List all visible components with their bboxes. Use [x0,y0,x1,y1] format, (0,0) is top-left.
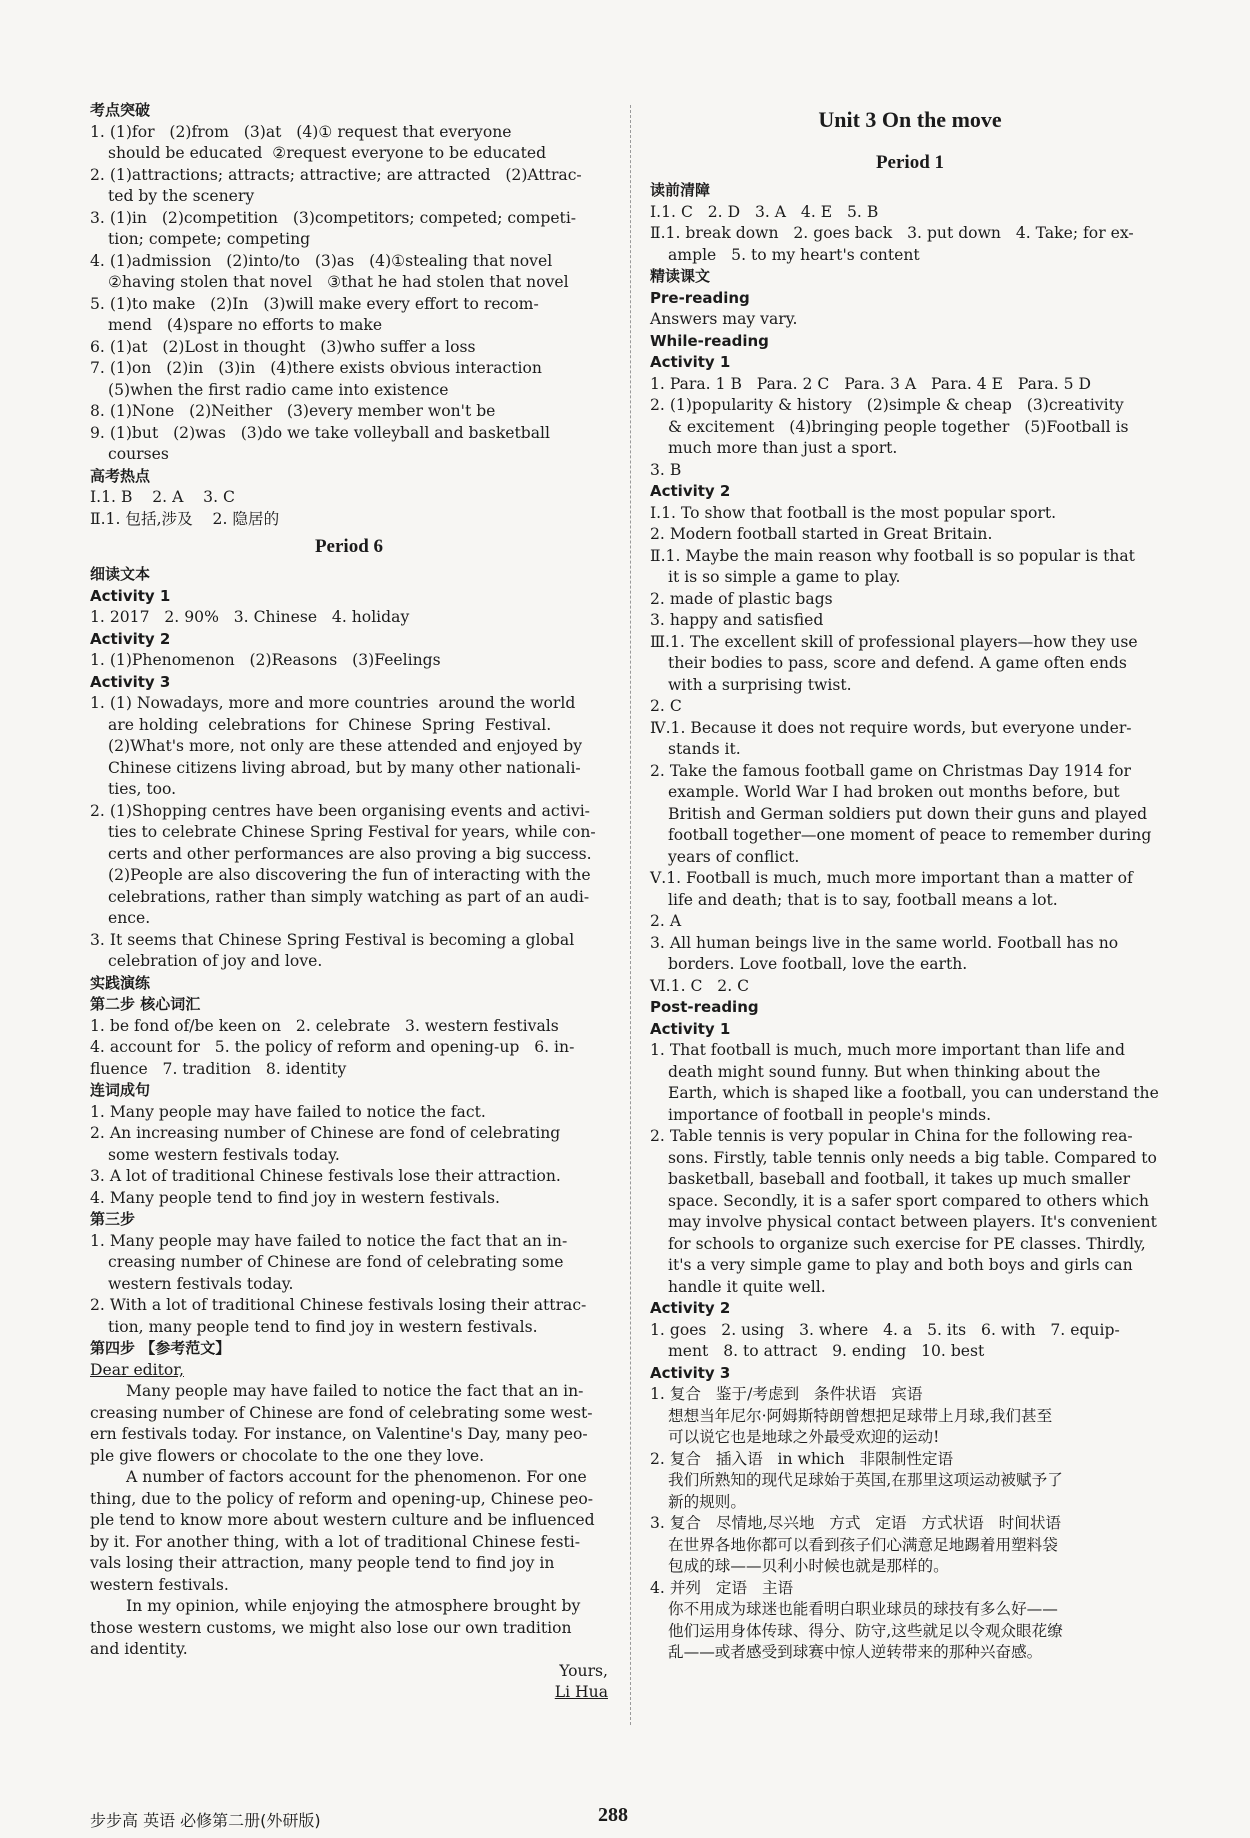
section-heading: 第四步 【参考范文】 [90,1339,231,1357]
period-title: Period 6 [314,536,384,557]
section-heading: Activity 1 [90,586,171,605]
answer-line: football together—one moment of peace to remember during [668,826,1152,844]
answer-line: ted by the scenery [108,187,255,205]
answer-line: certs and other performances are also proving a big success. [108,844,592,863]
section-heading: Post-reading [650,998,759,1016]
unit-title: Unit 3 On the move [818,107,1002,132]
footer-book-title: 步步高 英语 必修第二册(外研版) [90,1811,321,1830]
answer-line: western festivals today. [108,1274,294,1293]
answer-line: 2. made of plastic bags [650,589,833,608]
answer-line: some western festivals today. [108,1145,340,1164]
answer-line: it's a very simple game to play and both boys and girls can [668,1256,1133,1274]
answer-line: 在世界各地你都可以看到孩子们心满意足地踢着用塑料袋 [668,1535,1058,1554]
answer-line: 9. (1)but (2)was (3)do we take volleyball and basketball [90,423,551,442]
section-heading: Activity 1 [650,1019,731,1038]
answer-line: 2. 复合 插入语 in which 非限制性定语 [650,1449,954,1468]
answer-line: should be educated ②request everyone to be educated [108,144,547,162]
section-heading: Activity 1 [650,353,731,371]
answer-line: Answers may vary. [650,310,798,328]
answer-line: Earth, which is shaped like a football, you can understand the [668,1084,1159,1102]
answer-line: 6. (1)at (2)Lost in thought (3)who suffer a loss [90,337,476,356]
answer-line: ence. [108,909,151,927]
answer-line: example. World War Ⅰ had broken out months before, but [668,783,1120,801]
answer-line: Ⅱ.1. 包括,涉及 2. 隐居的 [90,509,280,528]
answer-line: 2. Take the famous football game on Christmas Day 1914 for [650,761,1131,780]
section-heading: 读前清障 [650,181,711,199]
answer-line: 你不用成为球迷也能看明白职业球员的球技有多么好—— [668,1600,1058,1618]
page-number: 288 [598,1804,628,1826]
section-heading: 精读课文 [650,267,711,285]
answer-line: ple give flowers or chocolate to the one they love. [90,1446,485,1465]
answer-line: 2. An increasing number of Chinese are fond of celebrating [90,1124,561,1142]
answer-line: A number of factors account for the phenomenon. For one [126,1468,587,1486]
answer-line: 7. (1)on (2)in (3)in (4)there exists obvious interaction [90,359,542,377]
answer-line: 5. (1)to make (2)In (3)will make every effort to recom- [90,294,539,313]
answer-line: importance of football in people's minds. [668,1105,992,1124]
answer-line: Many people may have failed to notice the fact that an in- [126,1382,584,1400]
answer-line: celebrations, rather than simply watching as part of an audi- [108,887,590,906]
answer-line: ample 5. to my heart's content [668,245,920,264]
section-heading: Activity 2 [90,629,171,648]
answer-line: ern festivals today. For instance, on Valentine's Day, many peo- [90,1425,588,1443]
answer-line: ties, too. [108,780,177,798]
answer-line: 1. Para. 1 B Para. 2 C Para. 3 A Para. 4 E Para. 5 D [650,374,1092,393]
column-divider [630,105,631,1725]
answer-line: 1. be fond of/be keen on 2. celebrate 3. western festivals [90,1016,559,1035]
answer-line: (5)when the first radio came into existence [108,380,449,399]
answer-line: Ⅰ.1. B 2. A 3. C [90,488,235,506]
answer-line: (2)What's more, not only are these attended and enjoyed by [108,737,583,755]
answer-line: (2)People are also discovering the fun of interacting with the [108,866,591,884]
answer-line: it is so simple a game to play. [668,568,901,586]
answer-line: 1. 复合 鉴于/考虑到 条件状语 宾语 [650,1385,923,1403]
answer-line: 1. Many people may have failed to notice the fact. [90,1102,486,1121]
answer-line: are holding celebrations for Chinese Spring Festival. [108,715,552,734]
answer-line: 4. account for 5. the policy of reform and opening-up 6. in- [90,1038,575,1056]
right-column [650,100,1170,1664]
answer-line: 2. (1)popularity & history (2)simple & cheap (3)creativity [650,396,1124,414]
answer-line: thing, due to the policy of reform and opening-up, Chinese peo- [90,1489,593,1508]
answer-line: 包成的球——贝利小时候也就是那样的。 [668,1557,949,1575]
answer-line: 2. A [650,912,682,930]
answer-line: 4. Many people tend to find joy in western festivals. [90,1188,500,1207]
answer-line: western festivals. [90,1575,229,1594]
section-heading: 实践演练 [90,973,151,992]
answer-line: Yours, [559,1661,608,1680]
answer-line: 3. It seems that Chinese Spring Festival is becoming a global [90,930,575,949]
answer-line: In my opinion, while enjoying the atmosphere brought by [126,1597,581,1615]
answer-line: Ⅳ.1. Because it does not require words, but everyone under- [650,718,1132,737]
answer-line: fluence 7. tradition 8. identity [90,1059,347,1078]
answer-line: 8. (1)None (2)Neither (3)every member won't be [90,402,496,420]
answer-line: 1. Many people may have failed to notice the fact that an in- [90,1231,568,1250]
answer-line: & excitement (4)bringing people together (5)Football is [668,417,1129,436]
answer-line: ple tend to know more about western culture and be influenced [90,1511,595,1529]
answer-line: 1. (1)Phenomenon (2)Reasons (3)Feelings [90,651,441,669]
section-heading: Activity 3 [650,1363,731,1382]
answer-line: 2. Modern football started in Great Britain. [650,525,993,543]
answer-line: 他们运用身体传球、得分、防守,这些就足以令观众眼花缭 [668,1621,1063,1640]
answer-line: ment 8. to attract 9. ending 10. best [668,1342,985,1360]
period-title: Period 1 [875,152,945,173]
left-column [90,100,608,1704]
answer-line: 1. (1) Nowadays, more and more countries around the world [90,694,576,712]
answer-line: Ⅲ.1. The excellent skill of professional players—how they use [650,632,1138,651]
answer-line: 4. (1)admission (2)into/to (3)as (4)①stealing that novel [90,251,553,270]
answer-line: stands it. [668,740,741,758]
answer-line: 新的规则。 [668,1492,746,1511]
answer-line: ties to celebrate Chinese Spring Festival for years, while con- [108,823,596,841]
answer-line: by it. For another thing, with a lot of traditional Chinese festi- [90,1532,581,1551]
answer-line: 我们所熟知的现代足球始于英国,在那里这项运动被赋予了 [668,1471,1063,1489]
section-heading: While-reading [650,331,769,350]
answer-line: their bodies to pass, score and defend. A game often ends [668,654,1127,672]
answer-line: for schools to organize such exercise for PE classes. Thirdly, [668,1234,1146,1253]
answer-line: borders. Love football, love the earth. [668,955,968,973]
answer-line: may involve physical contact between players. It's convenient [668,1213,1157,1231]
answer-line: Chinese citizens living abroad, but by many other nationali- [108,758,581,777]
answer-line: 1. goes 2. using 3. where 4. a 5. its 6. with 7. equip- [650,1320,1120,1339]
answer-line: vals losing their attraction, many people tend to find joy in [90,1554,555,1572]
answer-line: ②having stolen that novel ③that he had stolen that novel [108,273,569,291]
answer-line: years of conflict. [668,847,800,866]
section-heading: Pre-reading [650,288,750,307]
answer-line: 4. 并列 定语 主语 [650,1578,794,1597]
answer-line: 可以说它也是地球之外最受欢迎的运动! [668,1428,940,1446]
answer-line: much more than just a sport. [668,439,898,457]
answer-line: 2. (1)Shopping centres have been organising events and activi- [90,801,590,820]
answer-line: 3. B [650,460,682,479]
answer-line: Ⅴ.1. Football is much, much more important than a matter of [650,869,1133,887]
answer-line: celebration of joy and love. [108,952,323,970]
answer-line: 3. A lot of traditional Chinese festivals lose their attraction. [90,1167,561,1185]
answer-line: 3. All human beings live in the same world. Football has no [650,933,1119,952]
answer-line: 2. With a lot of traditional Chinese festivals losing their attrac- [90,1296,587,1314]
answer-line: space. Secondly, it is a safer sport compared to others which [668,1191,1149,1210]
answer-line: tion; compete; competing [108,230,311,248]
answer-line: creasing number of Chinese are fond of celebrating some [108,1253,564,1271]
answer-line: Ⅱ.1. Maybe the main reason why football is so popular is that [650,546,1135,565]
answer-line: 3. 复合 尽情地,尽兴地 方式 定语 方式状语 时间状语 [650,1514,1062,1532]
answer-line: creasing number of Chinese are fond of celebrating some west- [90,1403,593,1422]
answer-line: 1. 2017 2. 90% 3. Chinese 4. holiday [90,608,410,626]
answer-line: mend (4)spare no efforts to make [108,316,383,334]
answer-line: tion, many people tend to find joy in western festivals. [108,1317,538,1336]
answer-line: 乱——或者感受到球赛中惊人逆转带来的那种兴奋感。 [668,1643,1043,1661]
answer-line: those western customs, we might also lose our own tradition [90,1618,572,1637]
section-heading: 第三步 [90,1210,136,1228]
section-heading: 第二步 核心词汇 [90,995,201,1013]
section-heading: 细读文本 [90,565,151,583]
answer-line: 3. happy and satisfied [650,611,824,629]
answer-line: basketball, baseball and football, it takes up much smaller [668,1170,1131,1188]
answer-line: 2. C [650,697,682,715]
answer-line: life and death; that is to say, football means a lot. [668,890,1058,909]
answer-line: 2. Table tennis is very popular in China for the following rea- [650,1127,1133,1145]
answer-line: British and German soldiers put down their guns and played [668,804,1148,823]
section-heading: 连词成句 [90,1081,151,1099]
section-heading: 高考热点 [90,466,151,485]
answer-line: 3. (1)in (2)competition (3)competitors; competed; competi- [90,208,577,227]
answer-line: Dear editor, [90,1360,184,1379]
answer-line: 2. (1)attractions; attracts; attractive; are attracted (2)Attrac- [90,165,582,184]
section-heading: 考点突破 [90,101,151,119]
section-heading: Activity 2 [650,482,731,500]
answer-line: handle it quite well. [668,1277,826,1296]
section-heading: Activity 3 [90,672,171,691]
answer-line: Ⅰ.1. C 2. D 3. A 4. E 5. B [650,202,879,221]
answer-line: death might sound funny. But when thinking about the [668,1062,1101,1081]
answer-line: Li Hua [554,1683,608,1701]
answer-line: 1. That football is much, much more important than life and [650,1041,1125,1059]
answer-line: and identity. [90,1640,188,1658]
answer-line: sons. Firstly, table tennis only needs a big table. Compared to [668,1148,1157,1167]
answer-line: Ⅰ.1. To show that football is the most popular sport. [650,503,1057,522]
section-heading: Activity 2 [650,1299,731,1317]
answer-line: 1. (1)for (2)from (3)at (4)① request that everyone [90,122,512,141]
answer-line: Ⅱ.1. break down 2. goes back 3. put down 4. Take; for ex- [650,224,1134,242]
answer-line: Ⅵ.1. C 2. C [650,976,750,995]
answer-line: with a surprising twist. [668,675,852,694]
answer-line: 想想当年尼尔·阿姆斯特朗曾想把足球带上月球,我们甚至 [668,1406,1053,1425]
answer-line: courses [108,445,169,463]
